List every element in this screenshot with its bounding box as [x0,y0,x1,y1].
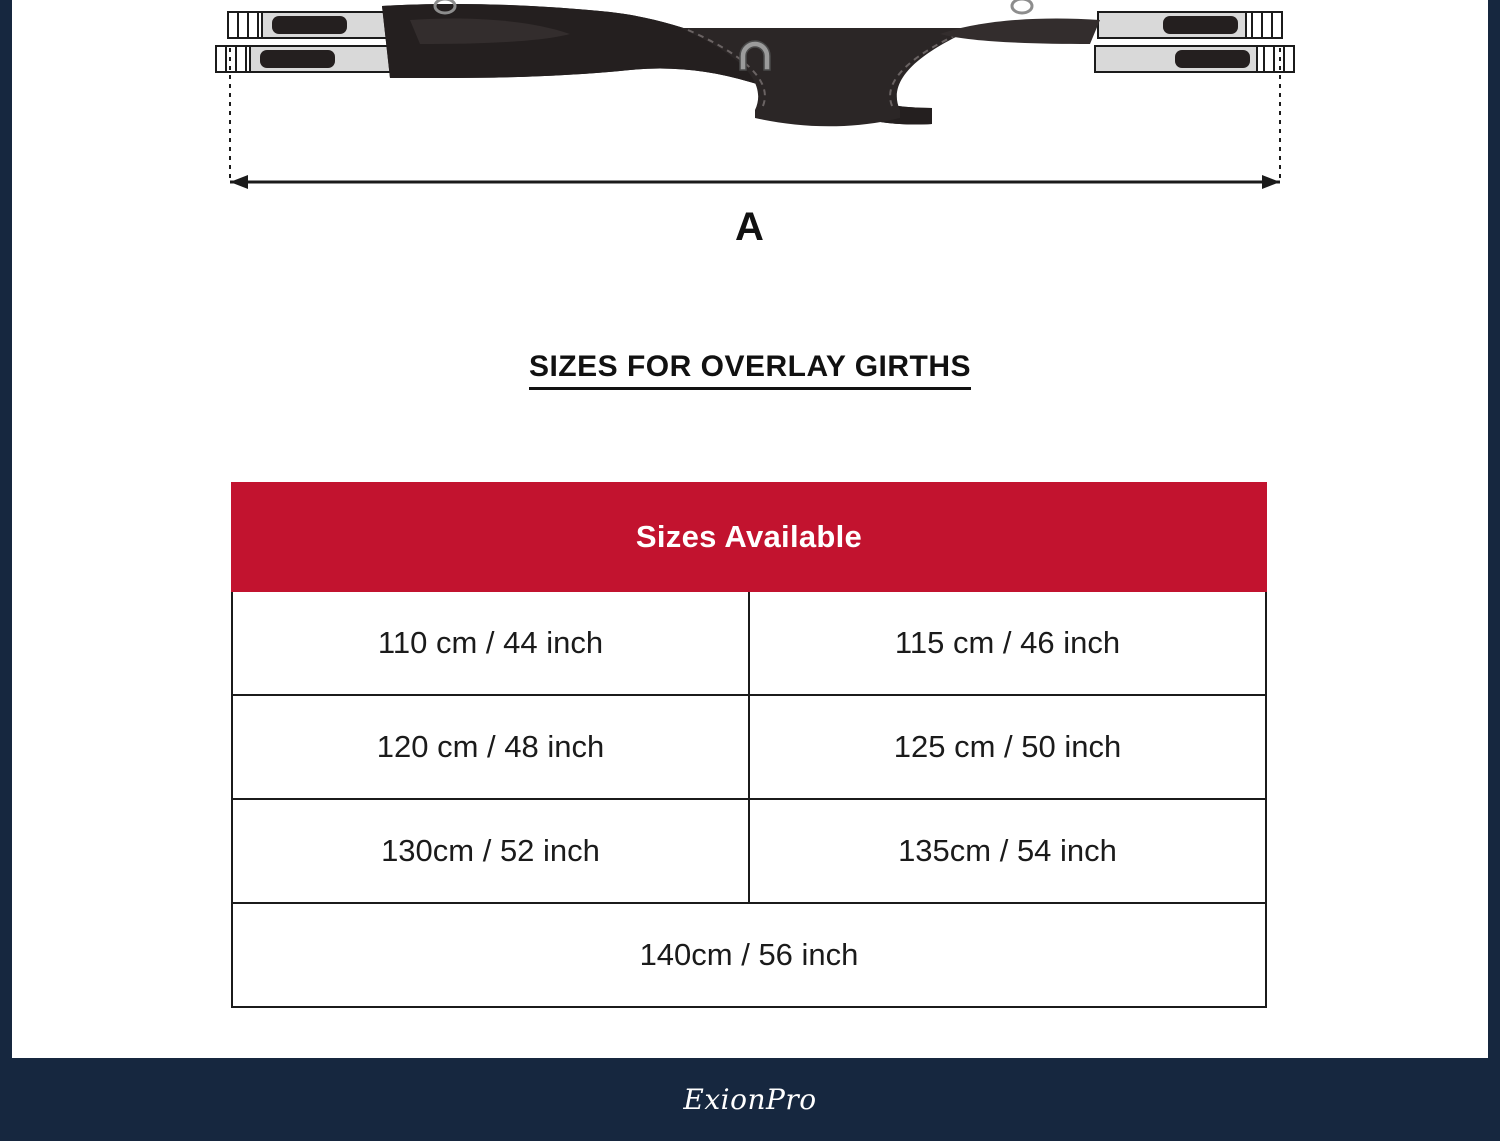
sizes-table [231,482,1267,1008]
size-cell: 130cm / 52 inch [232,799,749,903]
table-row [232,695,1266,799]
size-cell: 135cm / 54 inch [749,799,1266,903]
brand-logo: ExionPro [683,1083,817,1116]
table-row [232,799,1266,903]
product-illustration-area [0,0,1500,300]
page-title-text: SIZES FOR OVERLAY GIRTHS [529,350,971,390]
sizes-table-body [232,591,1266,1007]
table-row [232,903,1266,1007]
table-row [232,591,1266,695]
size-cell: 120 cm / 48 inch [232,695,749,799]
size-cell: 115 cm / 46 inch [749,591,1266,695]
size-cell-full-width: 140cm / 56 inch [232,903,1266,1007]
table-header-row [232,483,1266,591]
size-cell: 110 cm / 44 inch [232,591,749,695]
dimension-label-a: A [735,205,765,249]
overlay-girth-illustration [210,0,1300,220]
size-cell: 125 cm / 50 inch [749,695,1266,799]
footer-bar [0,1058,1500,1141]
sizes-available-header: Sizes Available [232,483,1266,591]
sizes-table-head [232,483,1266,591]
page-title [0,350,1500,384]
